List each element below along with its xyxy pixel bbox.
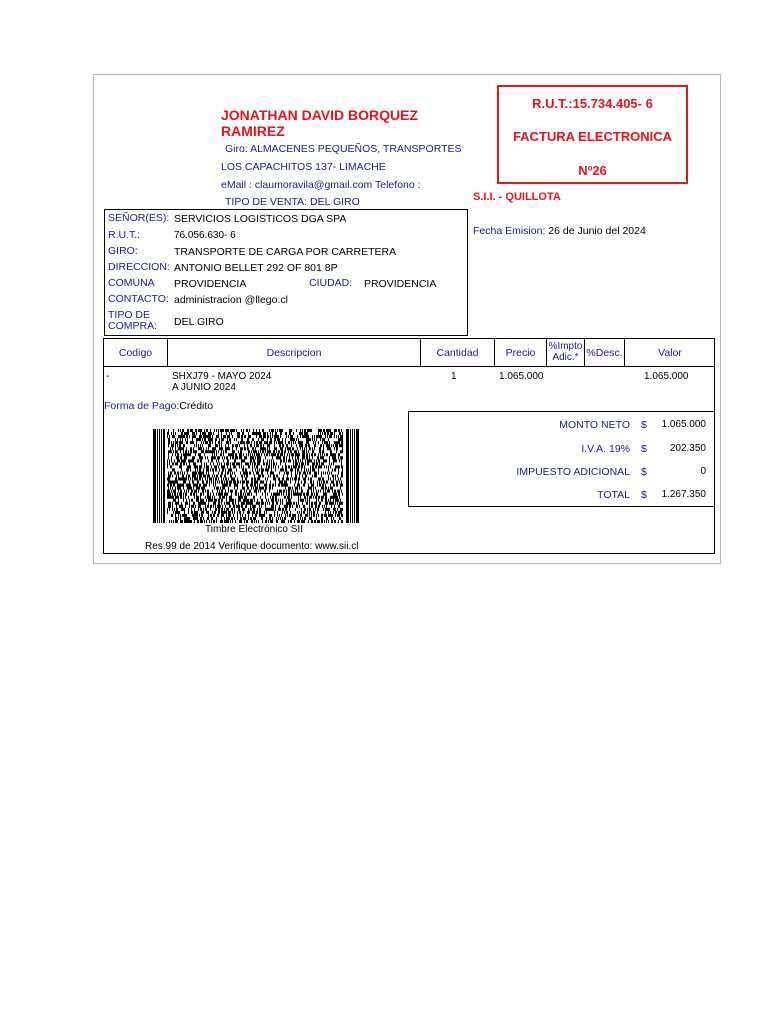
- total-currency: $: [641, 489, 647, 501]
- senor-value: SERVICIOS LOGISTICOS DGA SPA: [174, 213, 347, 225]
- issue-date: [473, 225, 646, 237]
- neto-currency: $: [641, 419, 647, 431]
- sii-office: S.I.I. - QUILLOTA: [473, 191, 561, 203]
- header-impto-line2: Adic.*: [552, 352, 579, 363]
- iva-currency: $: [641, 443, 647, 455]
- header-precio: Precio: [505, 347, 536, 359]
- issuer-sale-type: TIPO DE VENTA: DEL GIRO: [225, 196, 360, 208]
- issue-date-label: Fecha Emision:: [473, 225, 546, 237]
- row-descripcion-line2: A JUNIO 2024: [172, 382, 236, 393]
- document-rut: R.U.T.:15.734.405- 6: [532, 96, 653, 111]
- payment-method: [104, 400, 213, 412]
- header-codigo: Codigo: [118, 347, 153, 359]
- impuesto-value: 0: [700, 466, 706, 477]
- totals-box: [408, 411, 715, 507]
- header-divider: [104, 366, 714, 367]
- stamp-resolution: Res.99 de 2014 Verifique documento: www.sii.cl: [145, 541, 359, 552]
- row-descripcion-line1: SHXJ79 - MAYO 2024: [172, 371, 272, 382]
- comuna-value: PROVIDENCIA: [174, 278, 247, 290]
- contacto-label: CONTACTO:: [108, 293, 169, 305]
- row-valor: 1.065.000: [644, 371, 689, 382]
- total-value: 1.267.350: [661, 489, 706, 500]
- issuer-name: JONATHAN DAVID BORQUEZ RAMIREZ: [221, 107, 419, 139]
- tipo-compra-label-1: TIPO DE: [108, 309, 151, 321]
- row-descripcion: [172, 371, 271, 393]
- payment-label: Forma de Pago:: [104, 400, 180, 412]
- header-desc: %Desc.: [586, 347, 623, 359]
- document-number: Nº26: [578, 163, 607, 178]
- row-precio: 1.065.000: [499, 371, 544, 382]
- row-codigo: -: [106, 371, 110, 382]
- giro-value: TRANSPORTE DE CARGA POR CARRETERA: [174, 246, 397, 258]
- neto-value: 1.065.000: [661, 419, 706, 430]
- impuesto-label: IMPUESTO ADICIONAL: [516, 466, 630, 478]
- ciudad-value: PROVIDENCIA: [364, 278, 437, 290]
- header-impto: [547, 341, 584, 363]
- contacto-value: administracion @llego.cl: [174, 294, 288, 306]
- issuer-email-phone: eMail : claumoravila@gmail.com Telefono :: [221, 179, 421, 191]
- direccion-label: DIRECCION:: [108, 261, 170, 273]
- comuna-label: COMUNA: [108, 277, 155, 289]
- row-cantidad: 1: [451, 371, 457, 382]
- header-descripcion: Descripcion: [266, 347, 322, 359]
- senor-label: SEÑOR(ES):: [108, 212, 170, 224]
- rut-label: R.U.T.:: [108, 229, 141, 241]
- payment-value: Crédito: [179, 400, 214, 412]
- direccion-value: ANTONIO BELLET 292 OF 801 8P: [174, 262, 338, 274]
- issue-date-value: 26 de Junio del 2024: [548, 225, 646, 237]
- issuer-giro: Giro: ALMACENES PEQUEÑOS, TRANSPORTES: [225, 143, 462, 155]
- document-type: FACTURA ELECTRONICA: [512, 129, 673, 144]
- customer-box: [104, 209, 468, 336]
- stamp-caption: Timbre Electrónico SII: [205, 524, 303, 535]
- ciudad-label: CIUDAD:: [309, 277, 353, 289]
- iva-label: I.V.A. 19%: [581, 443, 630, 455]
- iva-value: 202.350: [669, 443, 706, 454]
- issuer-address: LOS CAPACHITOS 137- LIMACHE: [221, 161, 386, 173]
- impuesto-currency: $: [641, 466, 647, 478]
- rut-value: 76.056.630- 6: [174, 230, 236, 241]
- giro-label: GIRO:: [108, 245, 138, 257]
- document-id-box: [497, 85, 688, 184]
- total-label: TOTAL: [597, 489, 630, 501]
- tipo-compra-label-2: COMPRA:: [108, 320, 158, 332]
- header-impto-line1: %Impto: [548, 341, 583, 352]
- electronic-stamp-barcode: [153, 429, 359, 523]
- header-valor: Valor: [658, 347, 682, 359]
- neto-label: MONTO NETO: [559, 419, 630, 431]
- barcode-modules: [153, 429, 359, 523]
- tipo-compra-value: DEL GIRO: [174, 316, 224, 328]
- header-cantidad: Cantidad: [436, 347, 479, 359]
